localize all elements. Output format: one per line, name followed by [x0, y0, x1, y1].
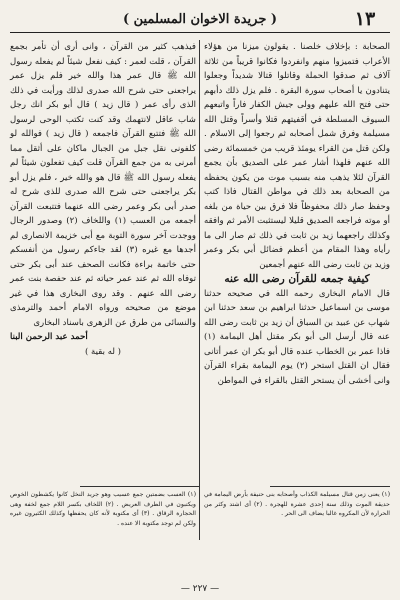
column-divider	[199, 40, 200, 540]
header-page-number: ١٣	[354, 8, 376, 30]
right-paragraph-1: الصحابة : بإخلاف خلصنا . يقولون ميزنا من هؤلاء الأعراب فتميزوا منهم وانفردوا فكانوا قريباً من ثلاثة آلاف ثم صدقوا الحملة وقاتلوا قتالا شديداً وجعلوا يتنادون يا أصحاب سورة البقرة . فلم يزل ذلك دأبهم حتى فتح الله عليهم وولى جيش الكفار فاراً واتبعهم السيوف المسلطة في أقفيتهم قتلا وأسراً وقتل الله مسيلمة وفرق شمل أصحابه ثم رجعوا إلى الاسلام . ولكن قتل من القراء يومئذ قريب من خمسمائة رضى الله عنهم فلهذا أشار عمر على الصديق بأن يجمع القرآن لئلا يذهب منه بسبب موت من يكون يحفظه من الصحابة بعد ذلك في مواطن القتال فاذا كتب وحفظ صار ذلك محفوظاً فلا فرق بين حياة من بلغه أو موته فراجعه الصديق قليلا ليستثبت الأمر ثم وافقه وكذلك راجعهما زيد بن ثابت في ذلك ثم صار الى ما رأياه وهذا المقام من أعظم فضائل أبي بكر وعمر وزيد بن ثابت رضى الله عنهم أجمعين	[204, 42, 390, 270]
footnotes-left: (١) العسب بضمتين جمع عسيب وهو جريد النخل كانوا يكشطون الخوص ويكتبون في الطرف العريض . (٢) اللخاف بكسر اللام جمع لخفة وهى الحجارة الرقاق . (٣) أى مكتوبة لأنه كان يحفظها وكذلك الكثيرون غيره ولكن لم توجد مكتوبة الا عنده .	[10, 491, 197, 527]
continued-mark: ( له بقية )	[84, 346, 122, 357]
page-number-footer: — ٢٢٧ —	[180, 584, 220, 594]
right-paragraph-2: قال الامام البخارى رحمه الله في صحيحه حدثنا موسى بن اسماعيل حدثنا ابراهيم بن سعد حدثنا ابن شهاب عن عبيد بن السباق أن زيد بن ثابت رضى الله عنه قال أرسل الى أبو بكر مقتل أهل اليمامة (١) فاذا عمر بن الخطاب عنده قال أبو بكر ان عمر أتانى فقال ان القتل استحر (٢) يوم اليمامة بقراء القرآن وانى أخشى أن يستحر القتل بالقراء في المواطن	[204, 288, 390, 386]
left-column	[10, 40, 196, 359]
footnote-rule-right	[270, 486, 390, 487]
footnote-rule-left	[80, 486, 200, 487]
section-heading: كيفية جمعه للقرآن رضى الله عنه	[224, 273, 370, 285]
newspaper-title: ( جريدة الاخوان المسلمين )	[122, 11, 278, 27]
footnotes-right: (١) يعنى زمن قتال مسيلمة الكذاب وأصحابه بنى حنيفة بأرض اليمامة في حديقة الموت وذلك سنة إحدى عشرة للهجرة . (٢) أى اشتد وكثر من الحرارة لأن المكروه غالبا يضاف الى الحر .	[204, 491, 390, 517]
left-paragraph-1: فيذهب كثير من القرآن ، وانى أرى أن تأمر بجمع القرآن ، قلت لعمر : كيف نفعل شيئاً لم يفعله رسول الله ﷺ قال عمر هذا والله خير فلم يزل عمر يراجعنى حتى شرح الله صدرى لذلك ورأيت في ذلك الذى رأى عمر ( قال زيد ) قال أبو بكر انك رجل شاب عاقل لانتهمك وقد كنت تكتب الوحى لرسول الله ﷺ فتتبع القرآن فاجمعه ( قال زيد ) فوالله لو كلفونى نقل جبل من الجبال ماكان على أثقل مما أمرنى به من جمع القرآن قلت كيف تفعلون شيئاً لم يفعله رسول الله ﷺ قال هو والله خير ، فلم يزل أبو بكر يراجعنى حتى شرح الله صدرى للذى شرح له صدر أبى بكر وعمر رضى الله عنهما فتتبعت القرآن أجمعه من العسب (١) واللخاف (٢) وصدور الرجال ووجدت آخر سورة التوبة مع أبى خزيمة الانصارى لم أجدها مع غيره (٣) لقد جاءكم رسول من أنفسكم حتى خاتمة براءة فكانت الصحف عند أبى بكر حتى توفاه الله ثم عند عمر حياته ثم عند حفصة بنت عمر رضى الله عنهم . وقد روى البخارى هذا في غير موضع من صحيحه ورواه الامام أحمد والترمذى والنسائى من طرق عن الزهرى باسناد البخارى	[10, 42, 197, 328]
author-signature: أحمد عبد الرحمن البنا	[10, 332, 88, 342]
page-header	[10, 6, 390, 33]
right-column	[204, 40, 390, 388]
